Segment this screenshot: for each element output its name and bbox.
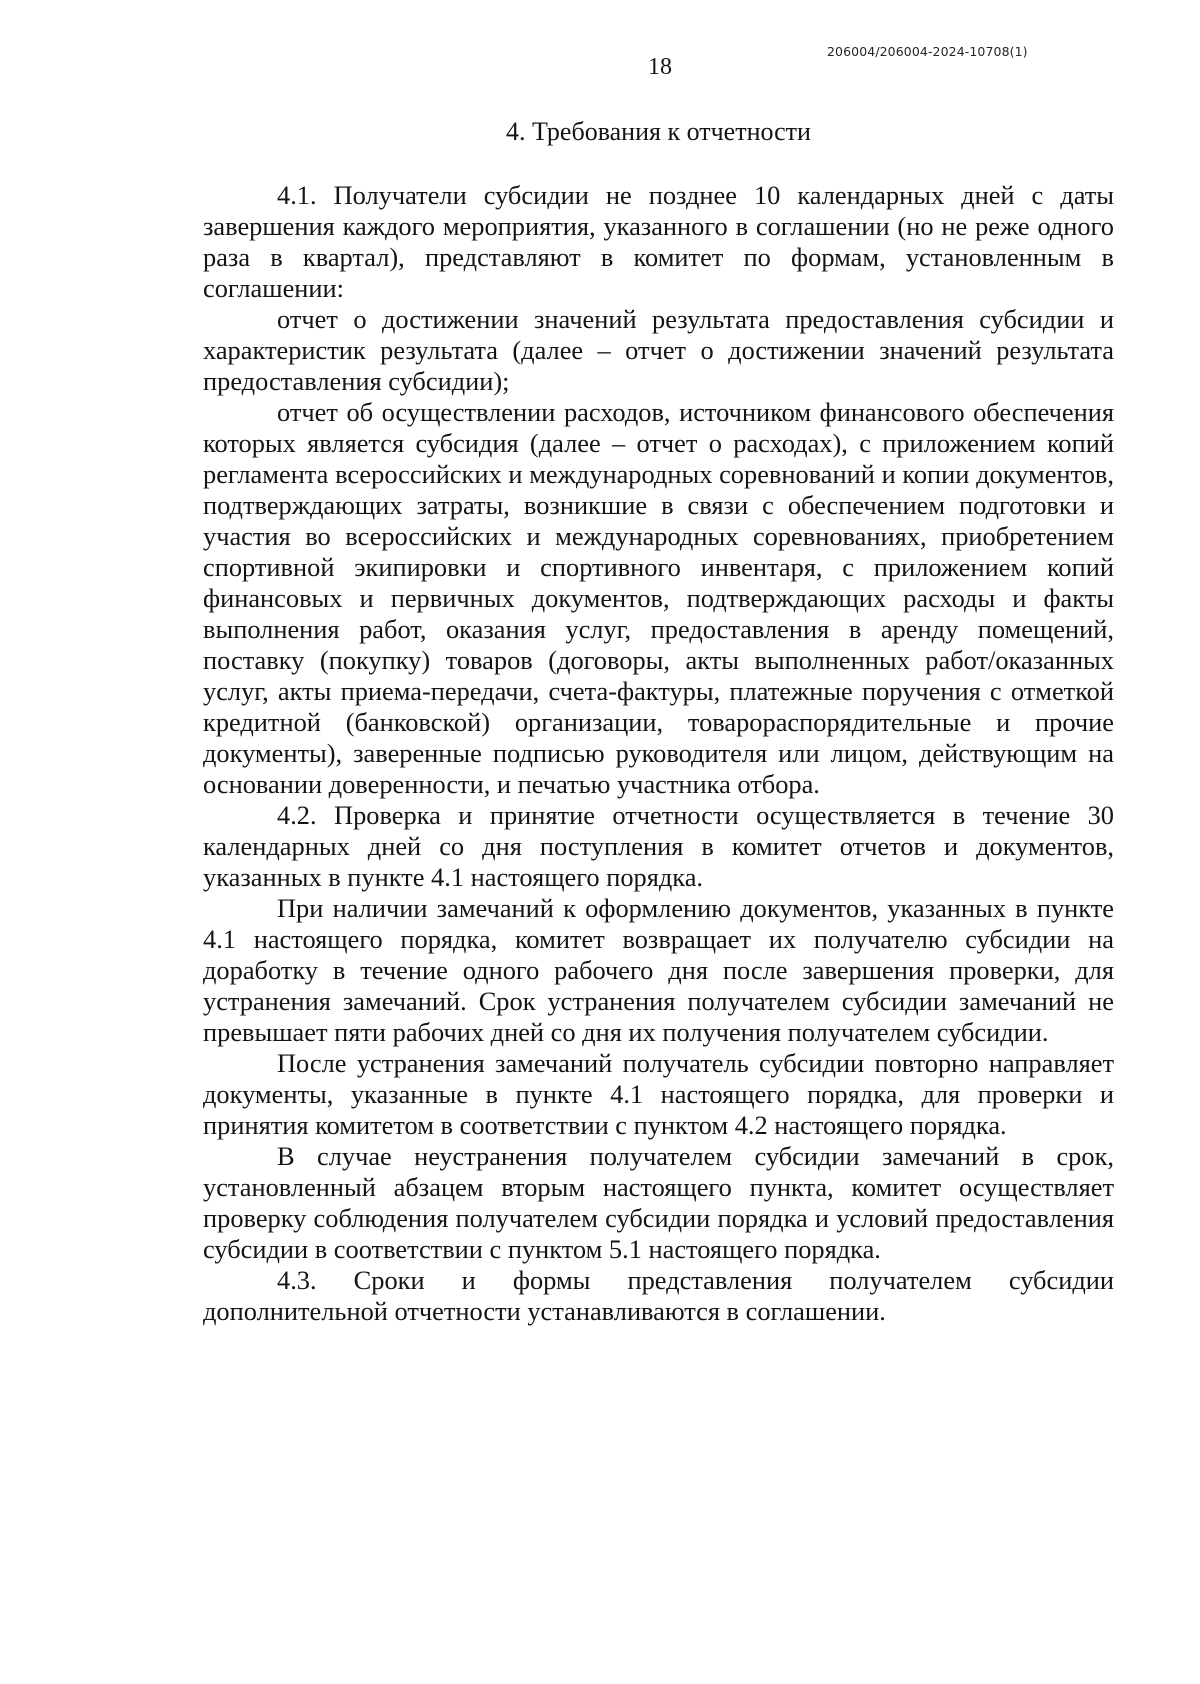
body-text	[203, 180, 1114, 1327]
page-number: 18	[648, 54, 672, 80]
paragraph-resubmission: После устранения замечаний получатель субсидии повторно направляет документы, указанные в пункте 4.1 настоящего порядка, для проверки и принятия комитетом в соответствии с пунктом 4.2 настоящего порядка.	[203, 1048, 1114, 1140]
paragraph-4-1: 4.1. Получатели субсидии не позднее 10 календарных дней с даты завершения каждого мероприятия, указанного в соглашении (но не реже одного раза в квартал), представляют в комитет по формам, установленным в соглашении:	[203, 180, 1114, 303]
paragraph-4-2: 4.2. Проверка и принятие отчетности осуществляется в течение 30 календарных дней со дня поступления в комитет отчетов и документов, указанных в пункте 4.1 настоящего порядка.	[203, 800, 1114, 892]
paragraph-4-3: 4.3. Сроки и формы представления получателем субсидии дополнительной отчетности устанавливаются в соглашении.	[203, 1265, 1114, 1326]
document-id: 206004/206004-2024-10708(1)	[827, 44, 1028, 59]
section-title: 4. Требования к отчетности	[506, 117, 811, 146]
paragraph-report-expenses: отчет об осуществлении расходов, источником финансового обеспечения которых является субсидия (далее – отчет о расходах), с приложением копий регламента всероссийских и международных соревнований и копии документов, подтверждающих затраты, возникшие в связи с обеспечением подготовки и участия во всероссийских и международных соревнованиях, приобретением спортивной экипировки и спортивного инвентаря, с приложением копий финансовых и первичных документов, подтверждающих расходы и факты выполнения работ, оказания услуг, предоставления в аренду помещений, поставку (покупку) товаров (договоры, акты выполненных работ/оказанных услуг, акты приема-передачи, счета-фактуры, платежные поручения с отметкой кредитной (банковской) организации, товарораспорядительные и прочие документы), заверенные подписью руководителя или лицом, действующим на основании доверенности, и печатью участника отбора.	[203, 397, 1114, 799]
paragraph-remarks: При наличии замечаний к оформлению документов, указанных в пункте 4.1 настоящего порядка, комитет возвращает их получателю субсидии на доработку в течение одного рабочего дня после завершения проверки, для устранения замечаний. Срок устранения получателем субсидии замечаний не превышает пяти рабочих дней со дня их получения получателем субсидии.	[203, 893, 1114, 1047]
paragraph-report-results: отчет о достижении значений результата предоставления субсидии и характеристик результата (далее – отчет о достижении значений результата предоставления субсидии);	[203, 304, 1114, 396]
paragraph-non-elimination: В случае неустранения получателем субсидии замечаний в срок, установленный абзацем вторым настоящего пункта, комитет осуществляет проверку соблюдения получателем субсидии порядка и условий предоставления субсидии в соответствии с пунктом 5.1 настоящего порядка.	[203, 1141, 1114, 1264]
